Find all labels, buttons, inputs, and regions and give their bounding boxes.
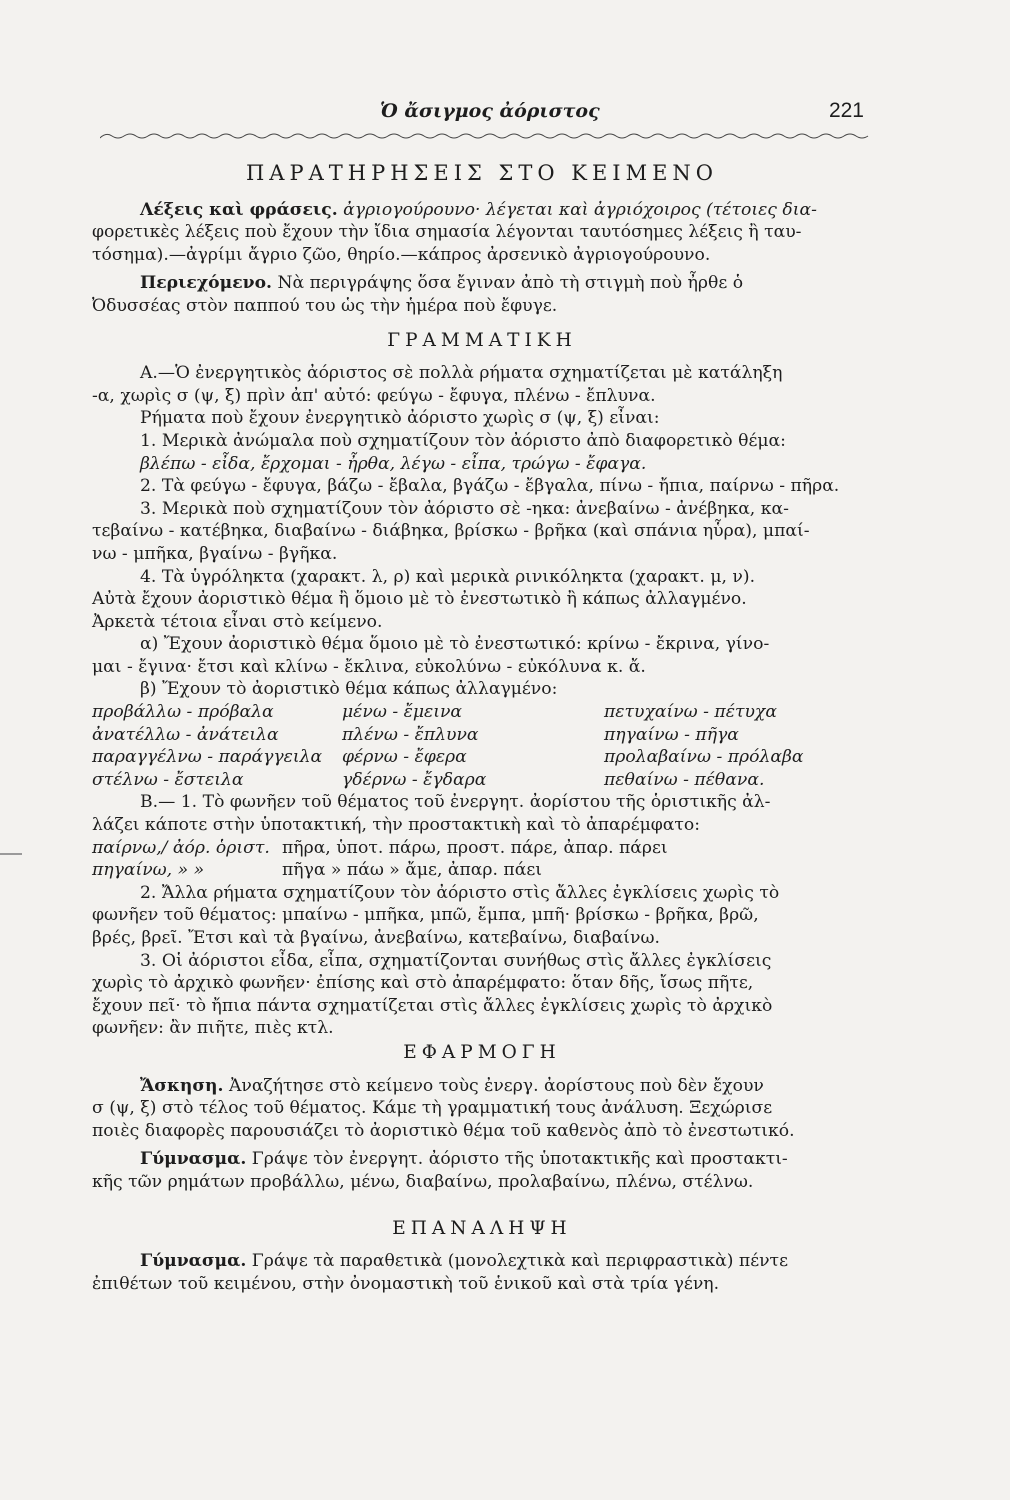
margin-mark — [0, 853, 22, 855]
verb-table-cell: προβάλλω - πρόβαλα — [92, 702, 274, 723]
verb-table-cell: γδέρνω - ἔγδαρα — [342, 769, 487, 790]
page-header — [92, 96, 872, 130]
grammar-1-line-1: 1. Μερικὰ ἀνώμαλα ποὺ σχηματίζουν τὸν ἀόριστο ἀπὸ διαφορετικὸ θέμα: — [140, 430, 786, 451]
epanalipsi-paragraph — [92, 1250, 872, 1273]
grammar-a-line-3: Ρήματα ποὺ ἔχουν ἐνεργητικὸ ἀόριστο χωρὶς σ (ψ, ξ) εἶναι: — [140, 408, 660, 429]
verb-table-cell: παραγγέλνω - παράγγειλα — [92, 747, 323, 768]
section-title-grammatiki: ΓΡΑΜΜΑΤΙΚΗ — [387, 329, 577, 351]
page-number: 221 — [828, 99, 864, 122]
grammar-2-line-1: 2. Τὰ φεύγω - ἔφυγα, βάζω - ἔβαλα, βγάζω - ἔβγαλα, πίνω - ἤπια, παίρνω - πῆρα. — [140, 476, 840, 497]
grammar-b1-line-1: Β.— 1. Τὸ φωνῆεν τοῦ θέματος τοῦ ἐνεργητ. ἀορίστου τῆς ὁριστικῆς ἀλ- — [140, 792, 771, 813]
gymnasma-line-1: Γράψε τὸν ἐνεργητ. ἀόριστο τῆς ὑποτακτικῆς καὶ προστακτι- — [246, 1149, 788, 1170]
gymnasma-paragraph — [92, 1148, 872, 1171]
epanalipsi-line-1: Γράψε τὰ παραθετικὰ (μονολεχτικὰ καὶ περιφραστικὰ) πέντε — [246, 1251, 788, 1272]
gymnasma-line-2: κῆς τῶν ρημάτων προβάλλω, μένω, διαβαίνω, προλαβαίνω, πλένω, στέλνω. — [92, 1171, 754, 1192]
verb-table-row — [92, 746, 872, 769]
book-page — [92, 96, 872, 1295]
grammar-alpha-line-2: μαι - ἔγινα· ἔτσι καὶ κλίνω - ἔκλινα, εὐκολύνω - εὐκόλυνα κ. ἄ. — [92, 656, 646, 677]
lexeis-label: Λέξεις καὶ φράσεις. — [140, 199, 338, 220]
b1-example-row — [92, 859, 872, 882]
verb-table-cell: ἀνατέλλω - ἀνάτειλα — [92, 724, 279, 745]
verb-table-cell: φέρνω - ἔφερα — [342, 747, 467, 768]
b1-example-forms: πῆρα, ὑποτ. πάρω, προστ. πάρε, ἀπαρ. πάρει — [282, 837, 668, 858]
grammar-alpha-line-1: α) Ἔχουν ἀοριστικὸ θέμα ὅμοιο μὲ τὸ ἐνεστωτικό: κρίνω - ἔκρινα, γίνο- — [140, 634, 770, 655]
b1-example-forms: πῆγα » πάω » ἄμε, ἀπαρ. πάει — [282, 860, 542, 881]
grammar-b3-line-3: ἔχουν πεῖ· τὸ ἤπια πάντα σχηματίζεται στὶς ἄλλες ἐγκλίσεις χωρὶς τὸ ἀρχικὸ — [92, 995, 773, 1016]
askisi-paragraph — [92, 1075, 872, 1098]
verb-table-cell: πλένω - ἔπλυνα — [342, 724, 479, 745]
lexeis-line-2: φορετικὲς λέξεις ποὺ ἔχουν τὴν ἴδια σημασία λέγονται ταυτόσημες λέξεις ἢ ταυ- — [92, 222, 802, 243]
askisi-line-1: Ἀναζήτησε στὸ κείμενο τοὺς ἐνεργ. ἀορίστους ποὺ δὲν ἔχουν — [223, 1075, 764, 1096]
verb-table-cell: στέλνω - ἔστειλα — [92, 769, 244, 790]
wavy-rule — [100, 130, 870, 140]
b1-example-row — [92, 837, 872, 860]
grammar-3-line-1: 3. Μερικὰ ποὺ σχηματίζουν τὸν ἀόριστο σὲ -ηκα: ἀνεβαίνω - ἀνέβηκα, κα- — [140, 498, 789, 519]
grammar-b2-line-3: βρές, βρεῖ. Ἔτσι καὶ τὰ βγαίνω, ἀνεβαίνω, κατεβαίνω, διαβαίνω. — [92, 928, 660, 948]
verb-table-cell: προλαβαίνω - πρόλαβα — [604, 747, 804, 768]
grammar-b3-line-1: 3. Οἱ ἀόριστοι εἶδα, εἶπα, σχηματίζονται συνήθως στὶς ἄλλες ἐγκλίσεις — [140, 950, 772, 971]
section-title-epanalipsi: ΕΠΑΝΑΛΗΨΗ — [392, 1217, 572, 1239]
section-title-efarmogi: ΕΦΑΡΜΟΓΗ — [403, 1041, 561, 1063]
askisi-line-2: σ (ψ, ξ) στὸ τέλος τοῦ θέματος. Κάμε τὴ γραμματική τους ἀνάλυση. Ξεχώρισε — [92, 1098, 773, 1119]
grammar-beta-line-1: β) Ἔχουν τὸ ἀοριστικὸ θέμα κάπως ἀλλαγμένο: — [140, 679, 558, 700]
grammar-b3-line-2: χωρὶς τὸ ἀρχικὸ φωνῆεν· ἐπίσης καὶ στὸ ἀπαρέμφατο: ὅταν δῆς, ἴσως πῆτε, — [92, 973, 754, 994]
verb-table-cell: μένω - ἔμεινα — [342, 702, 463, 723]
grammar-a-line-2: -α, χωρὶς σ (ψ, ξ) πρὶν ἀπ' αὐτό: φεύγω - ἔφυγα, πλένω - ἔπλυνα. — [92, 385, 656, 406]
grammar-4-line-3: Ἀρκετὰ τέτοια εἶναι στὸ κείμενο. — [92, 611, 383, 632]
grammar-3-line-2: τεβαίνω - κατέβηκα, διαβαίνω - διάβηκα, βρίσκω - βρῆκα (καὶ σπάνια ηὗρα), μπαί- — [92, 521, 810, 542]
grammar-b2-line-1: 2. Ἄλλα ρήματα σχηματίζουν τὸν ἀόριστο στὶς ἄλλες ἐγκλίσεις χωρὶς τὸ — [140, 882, 780, 903]
grammar-1-line-2: βλέπω - εἶδα, ἔρχομαι - ἦρθα, λέγω - εἶπα, τρώγω - ἔφαγα. — [140, 453, 647, 474]
grammar-b1-line-2: λάζει κάποτε στὴν ὑποτακτική, τὴν προστακτικὴ καὶ τὸ ἀπαρέμφατο: — [92, 815, 701, 836]
verb-table-cell: πετυχαίνω - πέτυχα — [604, 702, 777, 723]
section-title-paratiriseis: ΠΑΡΑΤΗΡΗΣΕΙΣ ΣΤΟ ΚΕΙΜΕΝΟ — [245, 161, 719, 185]
verb-table-row — [92, 724, 872, 747]
b1-example-verb: πηγαίνω, » » — [92, 860, 205, 881]
periexomeno-paragraph — [92, 272, 872, 295]
periexomeno-line-2: Ὀδυσσέας στὸν παππού του ὡς τὴν ἡμέρα ποὺ ἔφυγε. — [92, 295, 558, 316]
periexomeno-line-1: Νὰ περιγράψης ὅσα ἔγιναν ἀπὸ τὴ στιγμὴ ποὺ ἦρθε ὁ — [272, 273, 744, 294]
grammar-b3-line-4: φωνῆεν: ἂν πιῆτε, πιὲς κτλ. — [92, 1018, 334, 1039]
grammar-3-line-3: νω - μπῆκα, βγαίνω - βγῆκα. — [92, 543, 338, 564]
grammar-a-line-1: Α.—Ὁ ἐνεργητικὸς ἀόριστος σὲ πολλὰ ρήματα σχηματίζεται μὲ κατάληξη — [140, 363, 783, 384]
verb-table-cell: πηγαίνω - πῆγα — [604, 724, 739, 745]
grammar-4-line-2: Αὐτὰ ἔχουν ἀοριστικὸ θέμα ἢ ὅμοιο μὲ τὸ ἐνεστωτικὸ ἢ κάπως ἀλλαγμένο. — [92, 589, 747, 610]
verb-table-row — [92, 769, 872, 792]
verb-table-row — [92, 701, 872, 724]
epanalipsi-gymnasma-label: Γύμνασμα. — [140, 1251, 247, 1272]
verb-table-cell: πεθαίνω - πέθανα. — [604, 769, 765, 790]
running-title: Ὁ ἄσιγμος ἀόριστος — [380, 100, 600, 122]
lexeis-line-1: ἀγριογούρουνο· λέγεται καὶ ἀγριόχοιρος (τέτοιες δια- — [337, 199, 817, 220]
lexeis-line-3: τόσημα).—ἀγρίμι ἄγριο ζῶο, θηρίο.—κάπρος ἀρσενικὸ ἀγριογούρουνο. — [92, 244, 711, 265]
askisi-label: Ἄσκηση. — [140, 1075, 224, 1096]
grammar-4-line-1: 4. Τὰ ὑγρόληκτα (χαρακτ. λ, ρ) καὶ μερικὰ ρινικόληκτα (χαρακτ. μ, ν). — [140, 566, 756, 587]
lexeis-paragraph — [92, 199, 872, 222]
periexomeno-label: Περιεχόμενο. — [140, 273, 273, 294]
grammar-b2-line-2: φωνῆεν τοῦ θέματος: μπαίνω - μπῆκα, μπῶ, ἔμπα, μπῆ· βρίσκω - βρῆκα, βρῶ, — [92, 905, 759, 926]
askisi-line-3: ποιὲς διαφορὲς παρουσιάζει τὸ ἀοριστικὸ θέμα τοῦ καθενὸς ἀπὸ τὸ ἐνεστωτικό. — [92, 1120, 795, 1141]
b1-example-verb: παίρνω,/ ἀόρ. ὁριστ. — [92, 837, 270, 858]
gymnasma-label: Γύμνασμα. — [140, 1149, 247, 1170]
epanalipsi-line-2: ἐπιθέτων τοῦ κειμένου, στὴν ὀνομαστικὴ τοῦ ἑνικοῦ καὶ στὰ τρία γένη. — [92, 1273, 720, 1294]
